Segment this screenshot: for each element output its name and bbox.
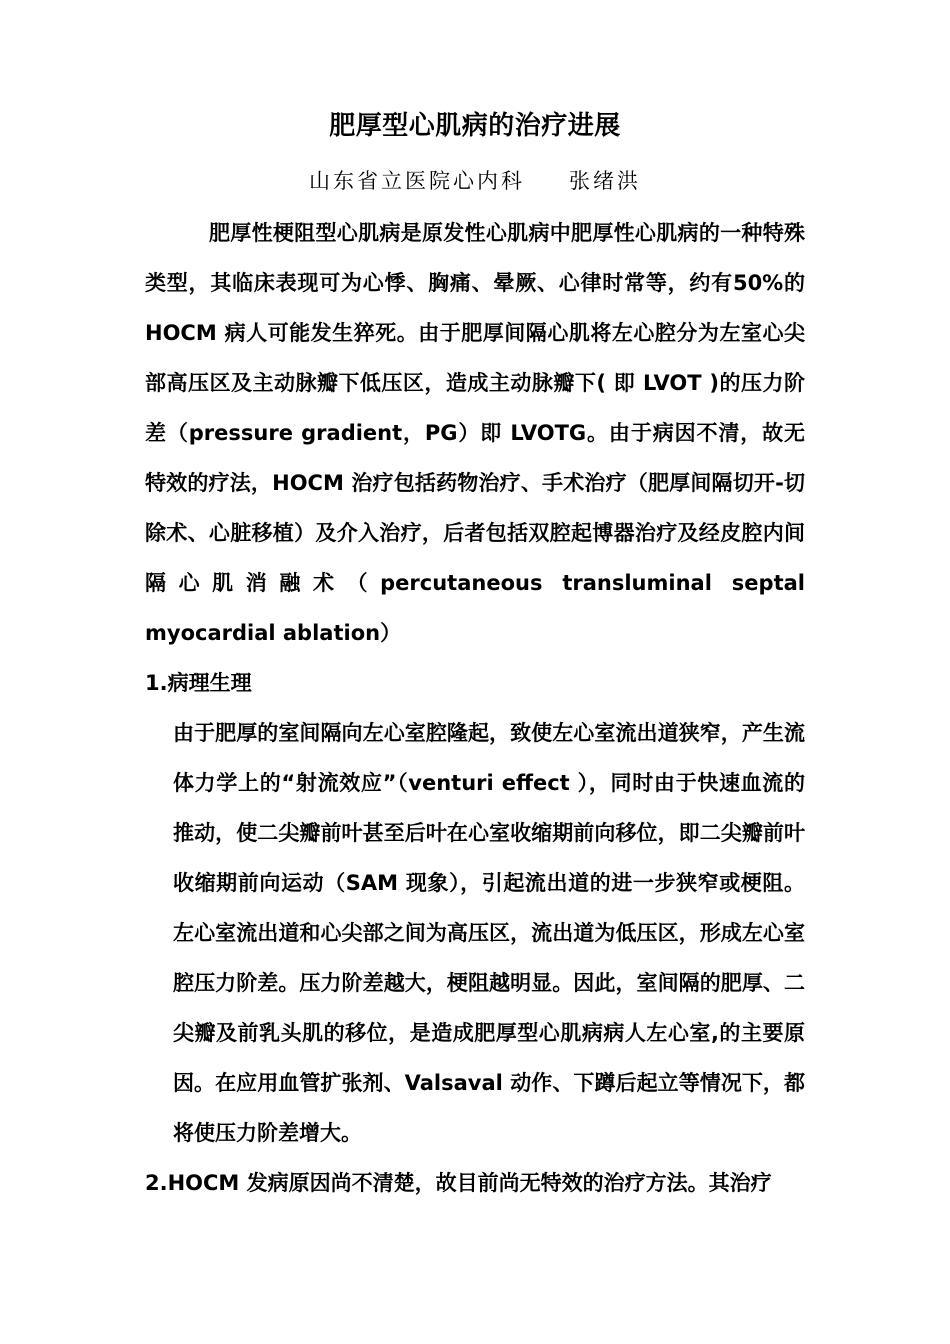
author-affiliation: 山东省立医院心内科 <box>309 169 525 193</box>
section-2-heading: 2.HOCM 发病原因尚不清楚，故目前尚无特效的治疗方法。其治疗 <box>145 1171 772 1195</box>
intro-paragraph: 肥厚性梗阻型心肌病是原发性心肌病中肥厚性心肌病的一种特殊类型，其临床表现可为心悸、胸痛、晕厥、心律时常等，约有50%的 HOCM 病人可能发生猝死。由于肥厚间隔心肌将左心腔分为左室心尖部高压区及主动脉瓣下低压区，造成主动脉瓣下( 即 LVOT )的压力阶差（pressure gradient，PG）即 LVOTG。由于病因不清，故无特效的疗法，HOCM 治疗包括药物治疗、手术治疗（肥厚间隔切开-切除术、心脏移植）及介入治疗，后者包括双腔起博器治疗及经皮腔内间隔心肌消融术（percutaneous transluminal septal myocardial ablation） <box>145 221 805 645</box>
author-line <box>0 165 950 197</box>
author-name: 张绪洪 <box>569 169 641 193</box>
document-title: 肥厚型心肌病的治疗进展 <box>329 111 621 141</box>
section-1-heading: 1.病理生理 <box>145 671 252 695</box>
section-1-paragraph: 由于肥厚的室间隔向左心室腔隆起，致使左心室流出道狭窄，产生流体力学上的“射流效应”（venturi effect ），同时由于快速血流的推动，使二尖瓣前叶甚至后叶在心室收缩期前向移位，即二尖瓣前叶收缩期前向运动（SAM 现象），引起流出道的进一步狭窄或梗阻。左心室流出道和心尖部之间为高压区，流出道为低压区，形成左心室腔压力阶差。压力阶差越大，梗阻越明显。因此，室间隔的肥厚、二尖瓣及前乳头肌的移位，是造成肥厚型心肌病病人左心室,的主要原因。在应用血管扩张剂、Valsaval 动作、下蹲后起立等情况下，都将使压力阶差增大。 <box>173 721 805 1145</box>
